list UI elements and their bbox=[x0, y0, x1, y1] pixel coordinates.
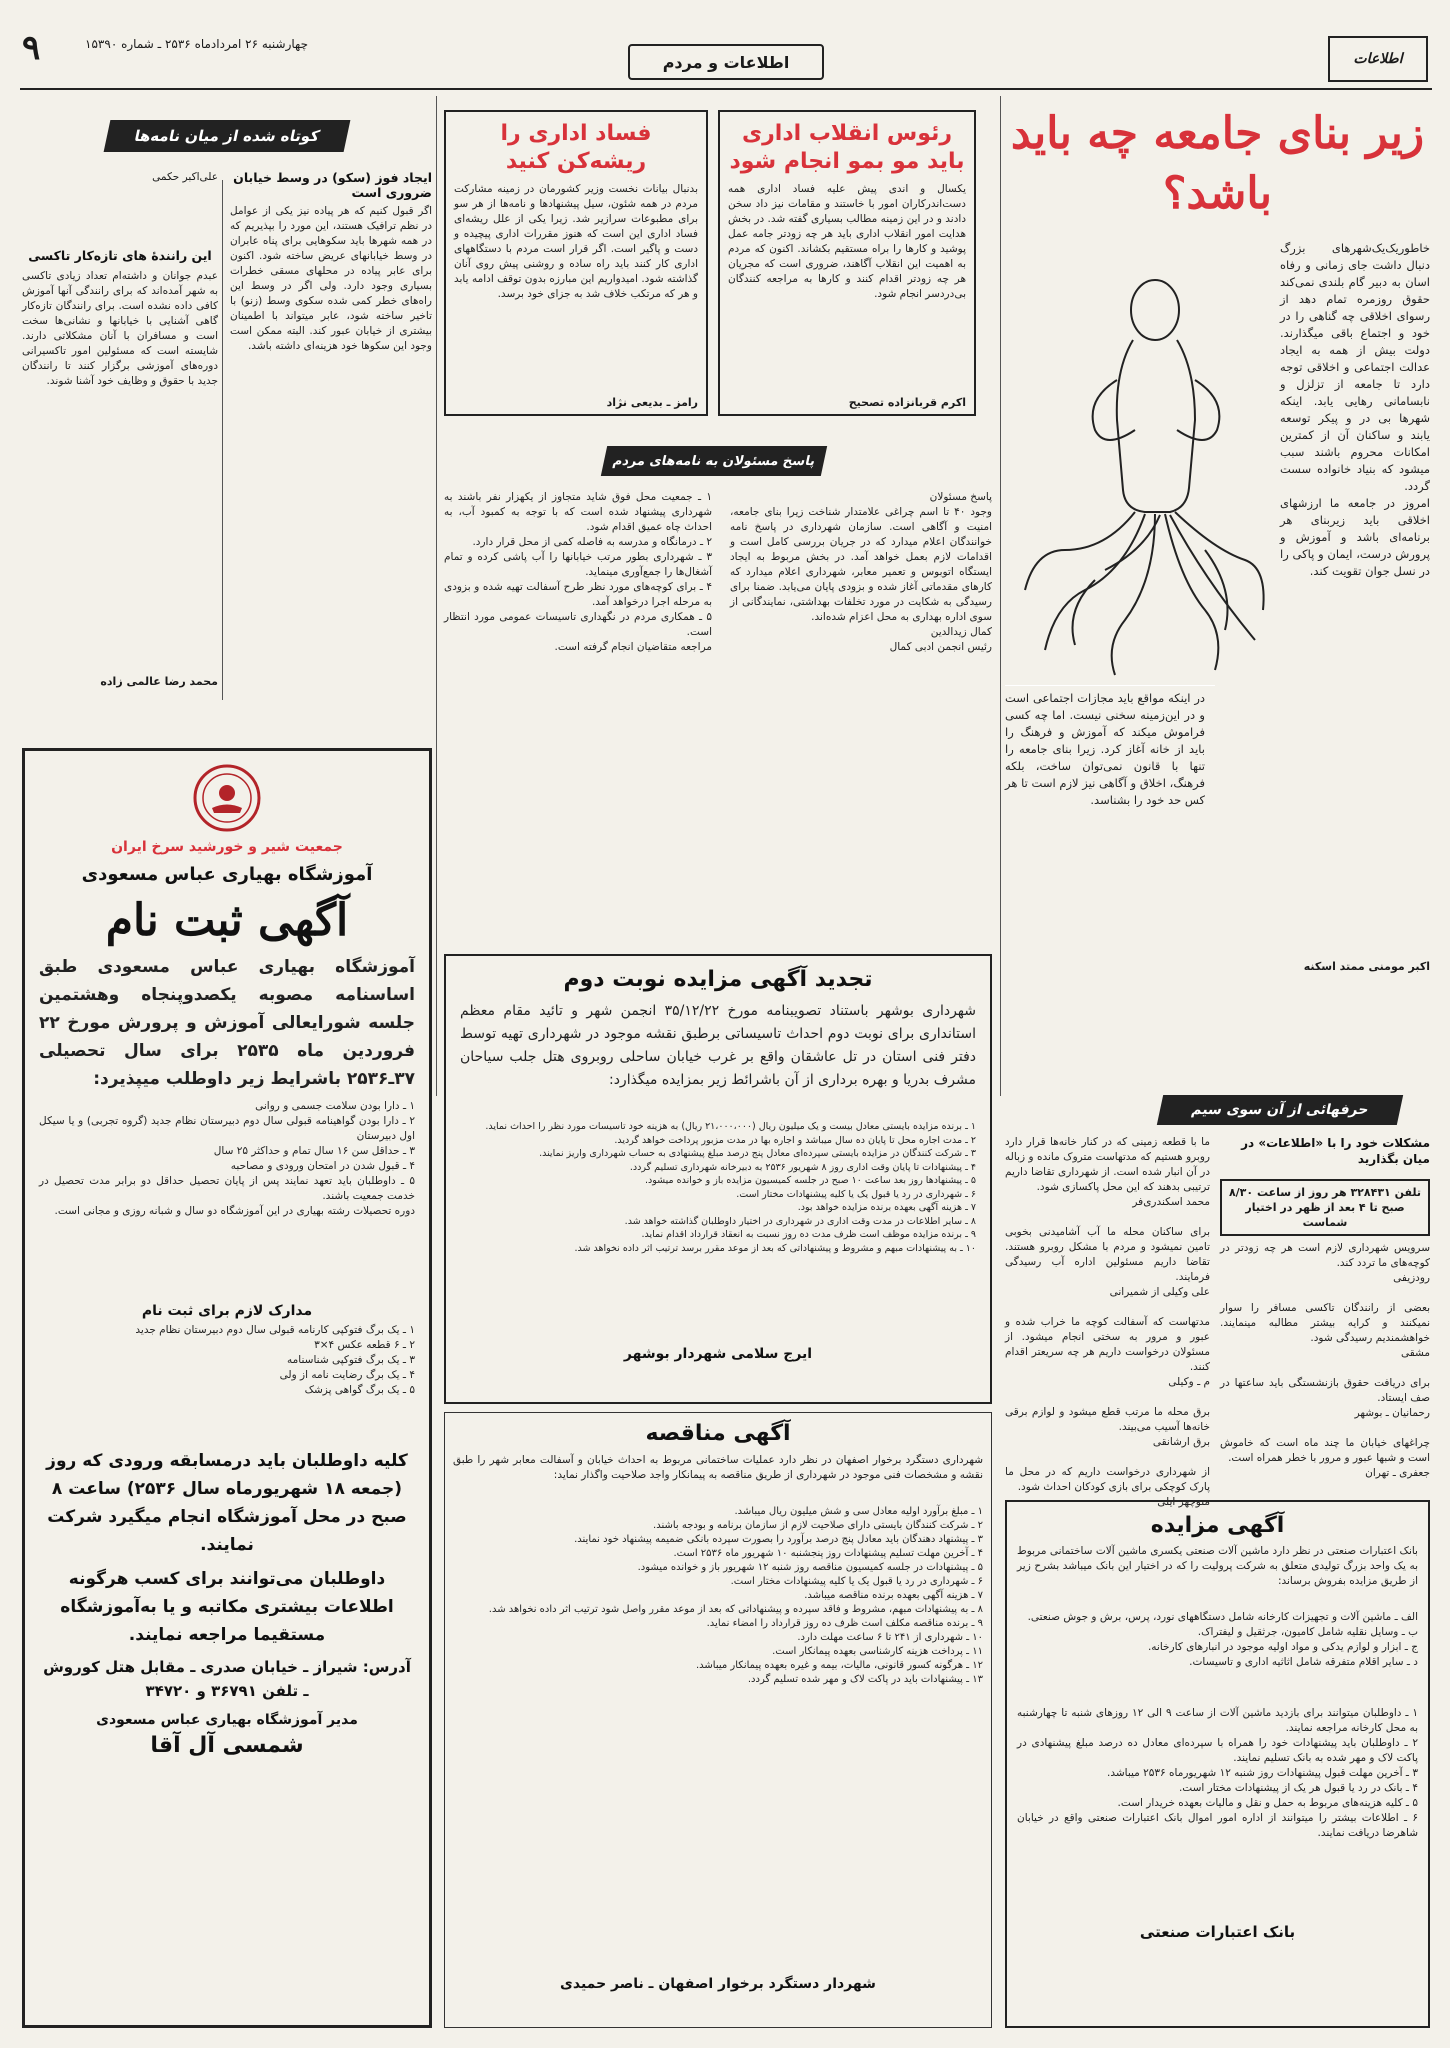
school-name: آموزشگاه بهیاری عباس مسعودی bbox=[81, 864, 373, 885]
auction-ad bbox=[1005, 1500, 1430, 2028]
society-article bbox=[1001, 100, 1430, 1090]
section-title: اطلاعات و مردم bbox=[628, 44, 824, 80]
auction-signature: بانک اعتبارات صنعتی bbox=[1139, 1923, 1296, 1941]
revolution-article bbox=[718, 110, 976, 416]
wire-body-2: سرویس شهرداری لازم است هر چه زودتر در کوچه‌های ما تردد کند. رودزیفی بعضی از رانندگان تاکسی مسافر را سوار نمیکنند و کرایه بیشتر مطالبه مینمایند. خواهشمندیم رسیدگی شود. مشقی برای دریافت حقوق بازنشستگی باید ساعتها در صف ایستاد. رحمانیان ـ بوشهر چراغهای خیابان ما چند ماه است که خاموش است و شبها عبور و مرور با خطر همراه است. جعفری ـ تهران bbox=[1220, 1242, 1430, 1479]
auction-title: آگهی مزایده bbox=[1150, 1513, 1285, 1538]
school-institution: جمعیت شیر و خورشید سرخ ایران bbox=[111, 839, 343, 855]
replies-col-right: پاسخ مسئولان وجود ۴۰ تا اسم چراغی علامتدار شناخت زیرا بنای جامعه، امنیت و آگاهی است. سازمان شهرداری در پاسخ نامه خوانندگان اعلام میدارد که در جریان بررسی کامل است و اقدامات لازم بعمل خواهد آمد. در بخش مربوط به ایجاد ایستگاه اتوبوس و تعمیر معابر، شهرداری اعلام میدارد که کارهای مقدماتی آغاز شده و بزودی پایان می‌یابد. ضمنا برای رسیدگی به شکایت در مورد تخلفات بهداشتی، نمایندگانی از سوی اداره بهداری به محل اعزام شده‌اند. کمال زیدالدین رئیس انجمن ادبی کمال bbox=[730, 491, 992, 653]
corruption-article bbox=[444, 110, 708, 416]
school-address: آدرس: شیراز ـ خیابان صدری ـ مقابل هتل کوروش ـ تلفن ۳۶۷۹۱ و ۳۴۷۲۰ bbox=[43, 1658, 411, 1700]
auction-terms: ۱ ـ داوطلبان میتوانند برای بازدید ماشین آلات از ساعت ۹ الی ۱۲ روزهای شنبه تا چهارشنبه به محل کارخانه مراجعه نمایند. ۲ ـ داوطلبان باید پیشنهادات خود را همراه با سپرده‌ای معادل ده درصد مبلغ پیشنهادی در پاکت لاک و مهر شده به بانک تسلیم نمایند. ۳ ـ آخرین مهلت قبول پیشنهادات روز شنبه ۱۲ شهریورماه ۲۵۳۶ میباشد. ۴ ـ بانک در رد یا قبول هر یک از پیشنهادات مختار است. ۵ ـ کلیه هزینه‌های مربوط به حمل و نقل و مالیات بعهده خریدار است. ۶ ـ اطلاعات بیشتر را میتوانند از اداره امور اموال بانک اعتبارات صنعتی واقع در خیابان شاهرضا دریافت نمایند. bbox=[1017, 1707, 1418, 1839]
school-docs-title: مدارک لازم برای ثبت نام bbox=[141, 1303, 313, 1319]
letter-body: اگر قبول کنیم که هر پیاده نیز یکی از عوامل در نظم ترافیک هستند، این مورد را بپذیریم که در همه شهرها باید سکوهایی برای پناه عابران در وسط خیابانهای عریض ساخته شود. اکنون برای عابر پیاده در محلهای مسقی خطرات بسیاری وجود دارد. ولی اگر در وسط این راه‌های خطر کمی شده سکوی وسط (زنو) با تاخیر ساخته شود، عابر میتواند با اطمینان بیشتری از خیابان عبور کند. البته ممکن است وجود این سکوها خود هزینه‌ای داشته باشد. bbox=[226, 205, 432, 352]
tender-intro: شهرداری دستگرد برخوار اصفهان در نظر دارد عملیات ساختمانی مربوط به احداث خیابان و آسفالت معابر شهر را طبق نقشه و مشخصات فنی موجود در شهرداری از طریق مناقصه به پیمانکار واجد صلاحیت واگذار نماید: bbox=[449, 1454, 983, 1481]
revolution-title: رئوس انقلاب اداری باید مو بمو انجام شود bbox=[729, 121, 965, 174]
revolution-signature: اکرم قربانزاده تصحیح bbox=[848, 396, 966, 409]
tender-title: آگهی مناقصه bbox=[645, 1421, 791, 1446]
auction-intro: بانک اعتبارات صنعتی در نظر دارد ماشین آلات صنعتی یکسری ماشین آلات ساختمانی مربوط به یک واحد بزرگ تولیدی متعلق به شرکت پرولیت را که در اختیار این بانک میباشد بشرح زیر از طریق مزایده بفروش برساند: bbox=[1013, 1545, 1418, 1587]
page-number: ۹ bbox=[22, 28, 41, 68]
letters-title: کوتاه شده از میان نامه‌ها bbox=[104, 120, 351, 152]
corruption-signature: رامز ـ بدیعی نژاد bbox=[606, 396, 698, 409]
society-body-2: در اینکه مواقع باید مجازات اجتماعی است و در این‌زمینه سخنی نیست. اما چه کسی فراموش میکند که آموزش و فرهنگ را باید از خانه آغاز کرد. زیرا بنای جامعه را تنها با قانون نمی‌توان ساخت، بلکه فرهنگ، اخلاق و آگاهی نیز لازم است تا هر کس حد خود را بشناسد. bbox=[1001, 691, 1206, 807]
school-conditions: ۱ ـ دارا بودن سلامت جسمی و روانی ۲ ـ دارا بودن گواهینامه قبولی سال دوم دبیرستان نظام جدید (گروه تجربی) و یا سیکل اول دبیرستان ۳ ـ حداقل سن ۱۶ سال تمام و حداکثر ۲۵ سال ۴ ـ قبول شدن در امتحان ورودی و مصاحبه ۵ ـ داوطلبان باید تعهد نمایند پس از پایان تحصیل حداقل دو برابر مدت تحصیل در خدمت جمعیت باشند. دوره تحصیلات رشته بهیاری در این آموزشگاه دو سال و شبانه روزی و مجانی است. bbox=[39, 1100, 415, 1217]
auction-rerun-title: تجدید آگهی مزایده نوبت دوم bbox=[563, 967, 873, 992]
letter-item bbox=[226, 170, 432, 654]
roots-illustration bbox=[1005, 250, 1270, 680]
society-signature: اکبر مومنی ممتد اسکنه bbox=[1303, 960, 1430, 973]
letter-author: محمد رضا عالمی زاده bbox=[100, 675, 218, 688]
corruption-title: فساد اداری را ریشه‌کن کنید bbox=[500, 121, 652, 174]
school-docs: ۱ ـ یک برگ فتوکپی کارنامه قبولی سال دوم دبیرستان نظام جدید ۲ ـ ۶ قطعه عکس ۴×۳ ۳ ـ یک برگ فتوکپی شناسنامه ۴ ـ یک برگ رضایت نامه از ولی ۵ ـ یک برگ گواهی پزشک bbox=[135, 1324, 415, 1396]
letters-section bbox=[18, 100, 432, 720]
tender-terms: ۱ ـ مبلغ برآورد اولیه معادل سی و شش میلیون ریال میباشد. ۲ ـ شرکت کنندگان بایستی دارای صلاحیت لازم از سازمان برنامه و بودجه باشند. ۳ ـ پیشنهاد دهندگان باید معادل پنج درصد برآورد را بصورت سپرده بانکی ضمیمه پیشنهاد خود نمایند. ۴ ـ آخرین مهلت تسلیم پیشنهادات روز پنجشنبه ۱۰ شهریور ماه ۲۵۳۶ است. ۵ ـ پیشنهادات در جلسه کمیسیون مناقصه روز شنبه ۱۲ شهریور باز و خوانده میشود. ۶ ـ شهرداری در رد یا قبول یک یا کلیه پیشنهادات مختار است. ۷ ـ هزینه آگهی بعهده برنده مناقصه میباشد. ۸ ـ به پیشنهادات مبهم، مشروط و فاقد سپرده و پیشنهاداتی که بعد از موعد مقرر واصل شود ترتیب اثر داده نخواهد شد. ۹ ـ برنده مناقصه مکلف است ظرف ده روز قرارداد را امضاء نماید. ۱۰ ـ شهرداری از ۲۴۱ تا ۶ ساعت مهلت دارد. ۱۱ ـ پرداخت هزینه کارشناسی بعهده پیمانکار است. ۱۲ ـ هرگونه کسور قانونی، مالیات، بیمه و غیره بعهده پیمانکار میباشد. ۱۳ ـ پیشنهادات باید در پاکت لاک و مهر شده تسلیم گردد. bbox=[488, 1506, 983, 1685]
wire-phone-box: تلفن ۳۲۸۴۳۱ هر روز از ساعت ۸/۳۰ صبح تا ۴ بعد از ظهر در اختیار شماست bbox=[1220, 1179, 1430, 1236]
school-exam-notice: کلیه داوطلبان باید درمسابقه ورودی که روز (جمعه ۱۸ شهریورماه سال ۲۵۳۶) ساعت ۸ صبح در محل آموزشگاه انجام میگیرد شرکت نمایند. bbox=[46, 1451, 408, 1555]
letter-title: این رانندهٔ های تازه‌کار تاکسی bbox=[28, 248, 212, 263]
letter-author: علی‌اکبر حکمی bbox=[152, 171, 218, 183]
auction-rerun-ad bbox=[444, 954, 992, 1404]
official-replies bbox=[444, 428, 992, 948]
society-title: زیر بنای جامعه چه باید باشد؟ bbox=[1010, 108, 1425, 219]
revolution-body: یکسال و اندی پیش علیه فساد اداری همه دست‌اندرکاران امور با خاستند و مقامات نیز داد سخن دادند و در این زمینه مطالب بسیاری گفته شد. در بخش هدایت امور انقلاب اداری باید هر چه زودتر جامه عمل پوشید و کارها را براه مستقیم بکشاند. اکنون که مردم به اهمیت این انقلاب آگاهند، ضروری است که مجریان هر چه زودتر اقدام کنند و کارها به مراجعه کنندگان بی‌دردسر انجام شود. bbox=[724, 183, 966, 300]
tender-signature: شهردار دستگرد برخوار اصفهان ـ ناصر حمیدی bbox=[560, 1976, 876, 1992]
corruption-body: بدنبال بیانات نخست وزیر کشورمان در زمینه مشارکت مردم در همه شئون، سیل پیشنهادها و نامه‌ها از هر سو برای مطبوعات سرازیر شد. زیرا یکی از علل ریشه‌ای فساد اداری این است که هنوز مقررات اداری پیچیده و دست و پاگیر است. اگر قرار است مردم با دستگاههای اداری کار کنند باید راه ساده و روشنی پیش روی آنان گذاشته شود. امیدواریم این مبارزه بدون توقف ادامه یابد و هر که مرتکب خلاف شد به جزای خود برسد. bbox=[450, 183, 698, 300]
auction-rerun-signature: ایرج سلامی شهردار بوشهر bbox=[623, 1346, 813, 1362]
wire-body: ما با قطعه زمینی که در کنار خانه‌ها قرار دارد روبرو هستیم که مدتهاست متروک مانده و زباله در آن انبار شده است. از شهرداری تقاضا داریم ترتیبی بدهند که این محل پاکسازی شود. محمد اسکندری‌فر برای ساکنان محله ما آب آشامیدنی بخوبی تامین نمیشود و مردم با مشکل روبرو هستند. تقاضا داریم مسئولین اداره آب رسیدگی فرمایند. علی وکیلی از شمیرانی مدتهاست که آسفالت کوچه ما خراب شده و عبور و مرور به سختی انجام میشود. از مسئولان درخواست داریم هر چه سریعتر اقدام کنند. م ـ وکیلی برق محله ما مرتب قطع میشود و لوازم برقی خانه‌ها آسیب می‌بیند. برق ارشانقی از شهرداری درخواست داریم که در محل ما پارک کوچکی برای بازی کودکان احداث شود. منوچهر ایلی bbox=[1005, 1136, 1210, 1508]
wire-subtitle: مشکلات خود را با «اطلاعات» در میان بگذارید bbox=[1241, 1136, 1430, 1166]
replies-title: پاسخ مسئولان به نامه‌های مردم bbox=[601, 446, 827, 476]
letter-item bbox=[18, 200, 219, 688]
school-ad bbox=[22, 748, 432, 2028]
date-line: چهارشنبه ۲۶ امردادماه ۲۵۳۶ ـ شماره ۱۵۳۹۰ bbox=[85, 37, 308, 51]
letter-title: ایجاد فوز (سکو) در وسط خیابان ضروری است bbox=[233, 170, 432, 200]
school-intro: آموزشگاه بهیاری عباس مسعودی طبق اساسنامه مصوبه یکصدوپنجاه وهشتمین جلسه شورایعالی آموزش و پرورش مورخ ۲۲ فروردین ماه ۲۵۳۵ برای سال تحصیلی ۳۷ـ۲۵۳۶ باشرایط زیر داوطلب میپذیرد: bbox=[33, 957, 416, 1089]
auction-rerun-intro: شهرداری بوشهر باستناد تصویبنامه مورخ ۳۵/۱۲/۲۲ انجمن شهر و تائید مقام معظم استانداری برای نوبت دوم احداث تاسیساتی برطبق نقشه موجود در شهرداری تهیه توسط دفتر فنی استان در تل عاشقان واقع بر غرب خیابان ساحلی روبروی هتل جلب سیاحان مشرف بدریا و بهره برداری از آن باشرائط زیر بمزایده میگذارد: bbox=[455, 1003, 976, 1088]
red-lion-sun-emblem bbox=[192, 763, 262, 833]
replies-col-left: ۱ ـ جمعیت محل فوق شاید متجاوز از یکهزار نفر باشند به شهرداری پیشنهاد شده است که با توجه به کمبود آب، به احداث چاه عمیق اقدام شود. ۲ ـ درمانگاه و مدرسه به فاصله کمی از محل قرار دارد. ۳ ـ شهرداری بطور مرتب خیابانها را آب پاشی کرده و تمام آشغال‌ها را جمع‌آوری مینماید. ۴ ـ برای کوچه‌های مورد نظر طرح آسفالت تهیه شده و بزودی به مرحله اجرا درخواهد آمد. ۵ ـ همکاری مردم در نگهداری تاسیسات عمومی مورد انتظار است. مراجعه متقاضیان انجام گرفته است. bbox=[444, 491, 713, 653]
newspaper-logo: اطلاعات bbox=[1328, 36, 1428, 82]
school-info-notice: داوطلبان می‌توانند برای کسب هرگونه اطلاعات بیشتری مکاتبه و یا به‌آموزشگاه مستقیما مراجعه نمایند. bbox=[60, 1569, 394, 1645]
auction-sections: الف ـ ماشین آلات و تجهیزات کارخانه شامل دستگاههای نورد، پرس، برش و جوش صنعتی. ب ـ وسایل نقلیه شامل کامیون، جرثقیل و لیفتراک. ج ـ ابزار و لوازم یدکی و مواد اولیه موجود در انبارهای کارخانه. د ـ سایر اقلام متفرقه شامل اثاثیه اداری و تاسیسات. bbox=[1027, 1611, 1418, 1668]
society-body: خاطوریک‌یک‌شهر‌های بزرگ دنبال داشت جای زمانی و رفاه اسان به دبیر گام بلندی نمی‌کند حقوق روزمره تمام دهد از رسوای اخلاقی چه گناهی را در خود و اجتماع باقی میگذارند. دولت بیش از همه به ایجاد عدالت اجتماعی و اخلاقی توجه دارد تا جامعه از تزلزل و نابسامانی رهایی یابد. اینکه شهرها بی در و پیکر توسعه یابند و ساکنان آن از کمترین امکانات محروم باشند سبب میشود که بنیاد خانواده سست گردد. امروز در جامعه ما ارزشهای اخلاقی باید زیربنای هر برنامه‌ای باشد و آموزش و پرورش درست، ایمان و پاکی را در نسل جوان تقویت کند. bbox=[1280, 241, 1430, 578]
school-ad-title: آگهی ثبت نام bbox=[105, 895, 349, 946]
wire-column bbox=[1005, 1095, 1430, 1508]
wire-title: حرفهائی از آن سوی سیم bbox=[1157, 1095, 1403, 1125]
letter-body: عبدم جوانان و داشته‌ام تعداد زیادی تاکسی به شهر آمده‌اند که برای رانندگی آنها آموزش کافی داده نشده است. برای رانندگان تازه‌کار گاهی آشنایی با خیابانها و نشانی‌ها سخت است و مسافران با آنان مشکلاتی دارند. شایسته است که مسئولین امور تاکسیرانی دوره‌های آموزشی برگزار کنند تا رانندگان جدید با حقوق و وظایف خود آشنا شوند. bbox=[18, 270, 219, 387]
school-director-name: شمسی آل آقا bbox=[150, 1733, 304, 1758]
auction-rerun-terms: ۱ ـ برنده مزایده بایستی معادل بیست و یک میلیون ریال (۲۱،۰۰۰،۰۰۰ ریال) به هزینه خود تاسیسات مورد نظر را احداث نماید. ۲ ـ مدت اجاره محل تا پایان ده سال میباشد و اجاره بها در مدت مزبور پرداخت خواهد گردید. ۳ ـ شرکت کنندگان در مزایده بایستی سپرده‌ای معادل پنج درصد مبلغ پیشنهادی به حساب شهرداری واریز نمایند. ۴ ـ پیشنهادات تا پایان وقت اداری روز ۸ شهریور ۲۵۳۶ به دبیرخانه شهرداری تسلیم گردد. ۵ ـ پیشنهادها روز بعد ساعت ۱۰ صبح در جلسه کمیسیون مزایده باز و خوانده میشود. ۶ ـ شهرداری در رد یا قبول یک یا کلیه پیشنهادات مختار است. ۷ ـ هزینه آگهی بعهده برنده مزایده خواهد بود. ۸ ـ سایر اطلاعات در مدت وقت اداری در شهرداری در اختیار داوطلبان گذاشته خواهد شد. ۹ ـ برنده مزایده موظف است ظرف مدت ده روز نسبت به انعقاد قرارداد اقدام نماید. ۱۰ ـ به پیشنهادات مبهم و مشروط و پیشنهاداتی که بعد از موعد مقرر برسد ترتیب اثر داده نخواهد شد. bbox=[485, 1121, 976, 1254]
school-director: مدیر آموزشگاه بهیاری عباس مسعودی bbox=[96, 1712, 358, 1728]
tender-ad bbox=[444, 1412, 992, 2028]
header-rule bbox=[20, 88, 1432, 90]
